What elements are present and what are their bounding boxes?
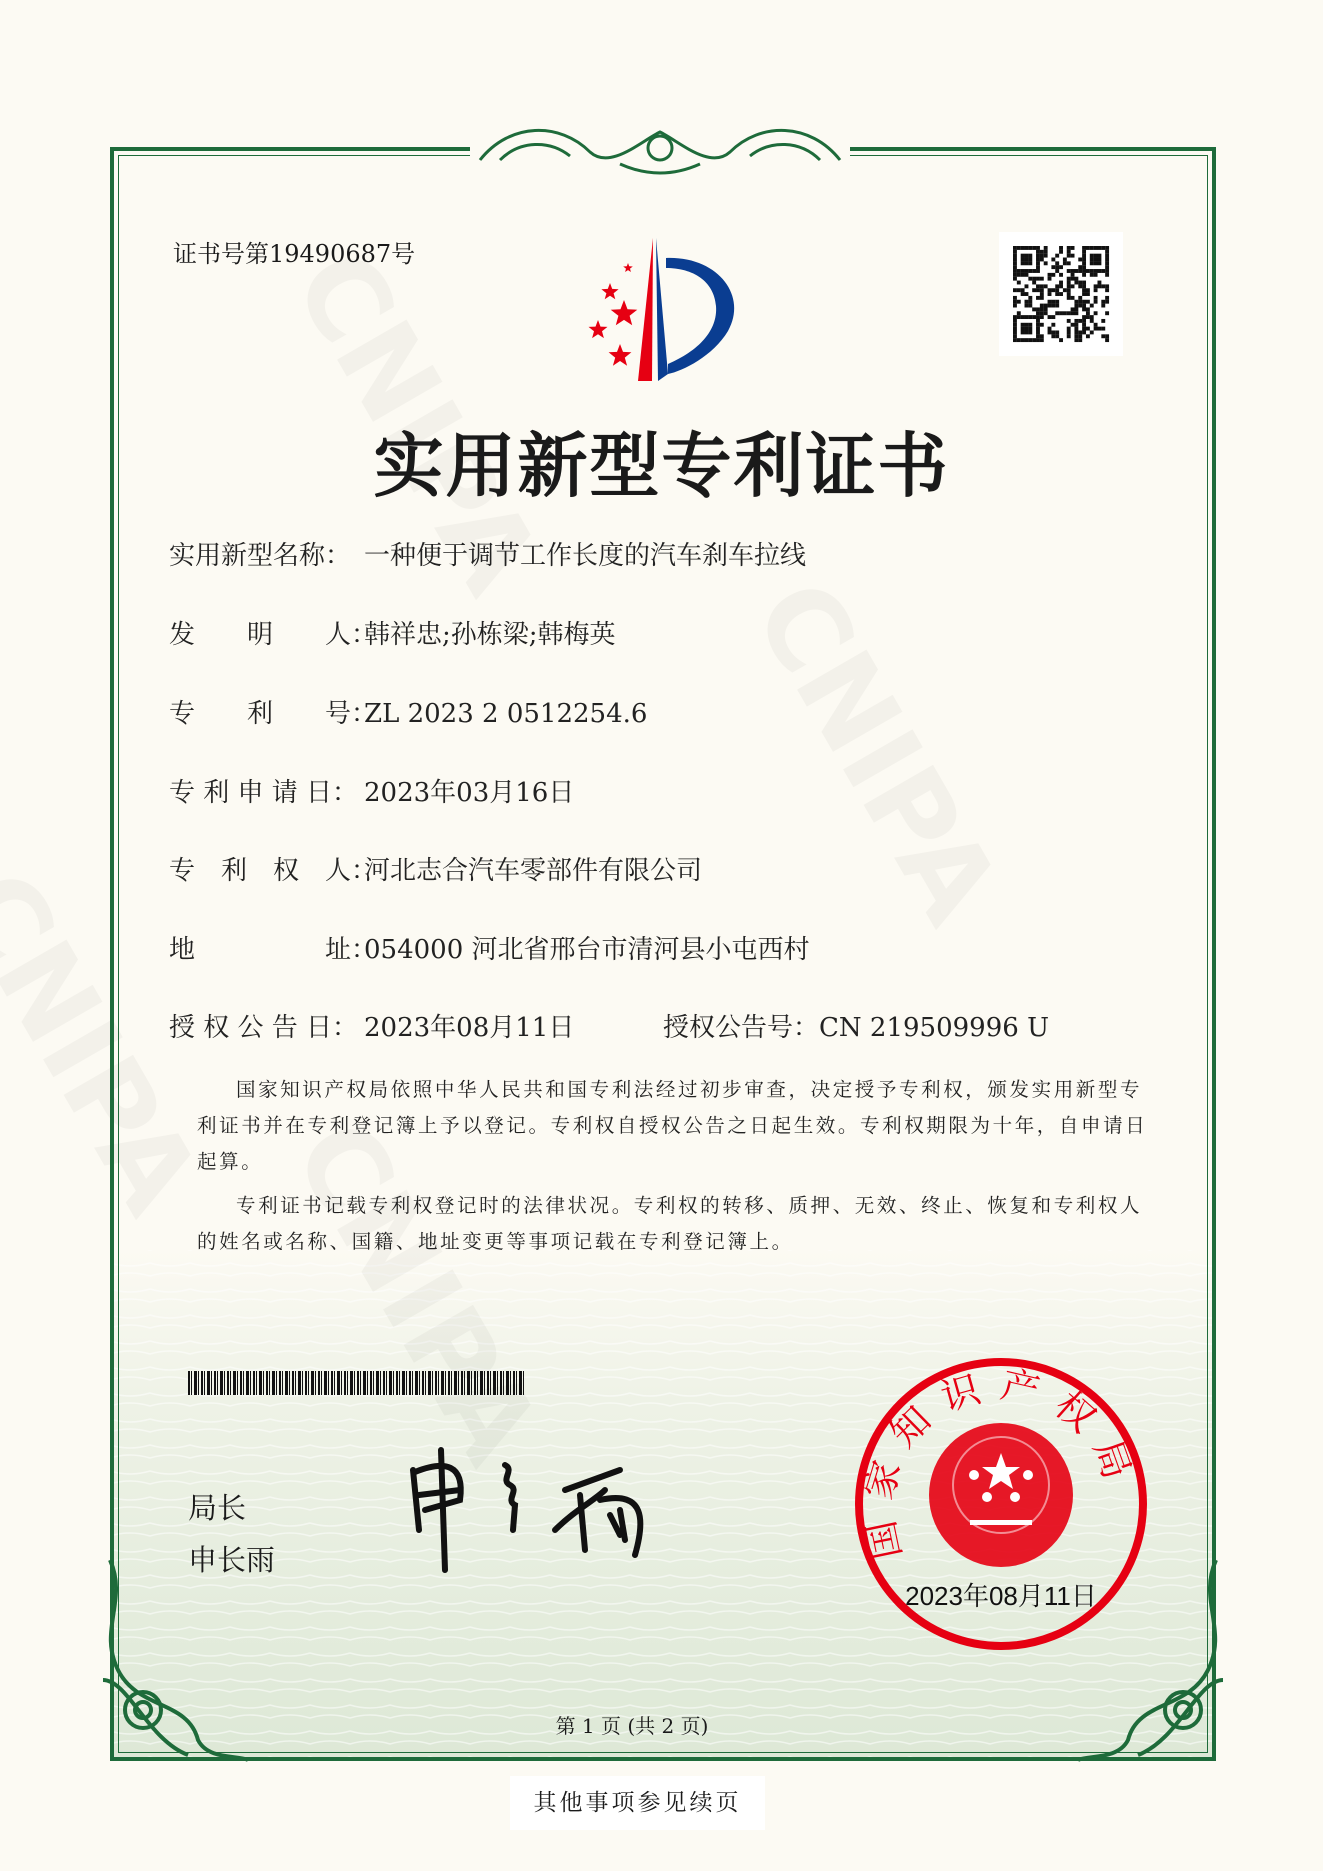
field-value: 054000 河北省邢台市清河县小屯西村 [364, 935, 810, 965]
field-row [169, 1007, 574, 1044]
official-seal [852, 1355, 1150, 1653]
statement-paragraph: 国家知识产权局依照中华人民共和国专利法经过初步审查，决定授予专利权，颁发实用新型专利证书并在专利登记簿上予以登记。专利权自授权公告之日起生效。专利权期限为十年，自申请日起算。 [197, 1078, 1148, 1173]
field-value: 2023年03月16日 [364, 778, 575, 808]
field-value: ZL 2023 2 0512254.6 [364, 699, 648, 729]
field-row [169, 772, 574, 809]
signatory-name: 申长雨 [188, 1543, 276, 1577]
field-label: 授 权 公 告 日： [169, 1013, 359, 1043]
certificate-number: 证书号第19490687号 [173, 240, 416, 268]
field-row [169, 535, 806, 572]
star-icon [611, 300, 638, 325]
field-row [169, 693, 647, 730]
field-label: 实用新型名称： [169, 541, 352, 571]
field-row [169, 929, 810, 966]
grant-pub-label: 授权公告号： [663, 1013, 820, 1043]
continuation-note: 其他事项参见续页 [510, 1776, 765, 1830]
page-indicator: 第 1 页 (共 2 页) [555, 1714, 709, 1738]
star-icon [609, 344, 632, 366]
star-icon [623, 263, 633, 272]
star-icon [601, 283, 618, 299]
national-emblem-icon [929, 1423, 1073, 1567]
field-row [169, 850, 702, 887]
seal-date: 2023年08月11日 [905, 1581, 1097, 1611]
field-value: 韩祥忠;孙栋梁;韩梅英 [364, 620, 616, 650]
field-label: 专 利 号： [169, 699, 378, 729]
handwritten-signature [405, 1440, 685, 1580]
barcode [188, 1371, 524, 1395]
certificate-title: 实用新型专利证书 [373, 425, 950, 507]
field-value: 2023年08月11日 [364, 1013, 575, 1043]
top-ornament-icon [470, 112, 850, 180]
field-label: 地 址： [169, 935, 378, 965]
cnipa-logo-icon [568, 236, 768, 386]
field-value: 一种便于调节工作长度的汽车刹车拉线 [364, 541, 807, 571]
field-label: 专 利 申 请 日： [169, 778, 359, 808]
field-label: 专 利 权 人： [169, 856, 378, 886]
grant-publication-number [663, 1007, 1049, 1044]
field-value: 河北志合汽车零部件有限公司 [364, 856, 703, 886]
star-icon [589, 320, 608, 338]
field-row [169, 614, 616, 651]
qr-code [999, 232, 1123, 356]
seal-text: 国家知识产权局 [855, 1362, 1145, 1564]
certificate-statement [197, 1072, 1157, 1260]
signatory-title: 局长 [188, 1491, 247, 1525]
statement-paragraph: 专利证书记载专利权登记时的法律状况。专利权的转移、质押、无效、终止、恢复和专利权人的姓名或名称、国籍、地址变更等事项记载在专利登记簿上。 [197, 1194, 1143, 1253]
grant-pub-value: CN 219509996 U [819, 1013, 1049, 1043]
field-label: 发 明 人： [169, 620, 378, 650]
